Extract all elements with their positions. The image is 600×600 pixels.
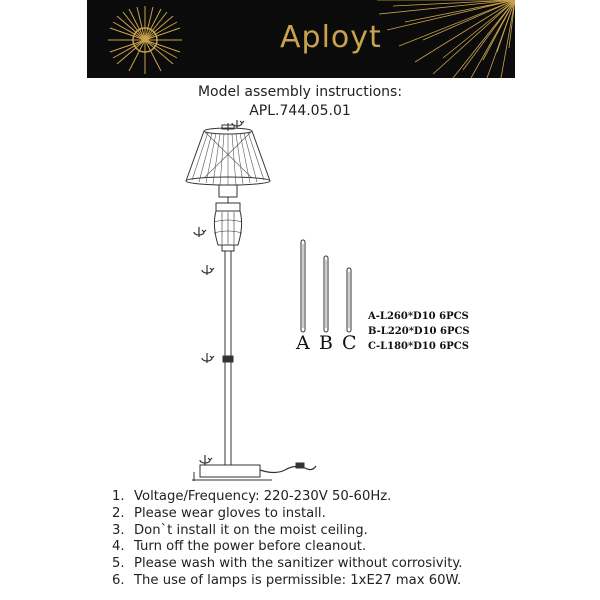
item-text: Turn off the power before cleanout. — [134, 539, 367, 555]
item-text: Don`t install it on the moist ceiling. — [134, 522, 368, 538]
item-number: 5. — [112, 556, 125, 572]
list-item — [112, 556, 592, 573]
instructions-list — [112, 489, 592, 590]
assembly-diagram — [0, 120, 600, 490]
rod-label-b: B — [319, 332, 333, 354]
rotate-icon — [202, 353, 214, 363]
list-item — [112, 539, 592, 556]
item-text: Please wash with the sanitizer without corrosivity. — [134, 556, 463, 572]
item-number: 2. — [112, 505, 125, 521]
rotate-icon — [200, 455, 212, 465]
crystal-holder — [214, 203, 242, 251]
list-item — [112, 573, 592, 590]
sunburst-icon — [108, 6, 182, 74]
brand-header — [87, 0, 515, 78]
item-number: 4. — [112, 539, 125, 555]
list-item — [112, 489, 592, 506]
item-text: Please wear gloves to install. — [134, 505, 326, 521]
list-item — [112, 523, 592, 540]
rod-label-c: C — [342, 332, 357, 354]
lamp-socket — [219, 185, 237, 203]
item-number: 3. — [112, 522, 125, 538]
part-spec-b: B-L220*D10 6PCS — [368, 326, 470, 337]
crystal-rods — [301, 240, 351, 332]
rotate-icon — [202, 265, 214, 275]
corner-rays — [377, 0, 515, 78]
lamp-pole — [223, 251, 233, 465]
model-number: APL.744.05.01 — [249, 103, 351, 119]
part-spec-a: A-L260*D10 6PCS — [368, 311, 469, 322]
rod-label-a: A — [296, 332, 310, 354]
lamp-base — [192, 463, 316, 481]
list-item — [112, 506, 592, 523]
item-text: The use of lamps is permissible: 1xE27 max 60W. — [134, 572, 462, 588]
item-text: Voltage/Frequency: 220-230V 50-60Hz. — [134, 489, 392, 504]
lamp-shade — [186, 123, 270, 185]
item-number: 1. — [112, 489, 125, 504]
page-title: Model assembly instructions: — [197, 84, 403, 100]
rotate-icon — [194, 227, 206, 237]
brand-logo-text: Aployt — [280, 20, 382, 55]
part-spec-c: C-L180*D10 6PCS — [368, 341, 469, 352]
item-number: 6. — [112, 572, 125, 588]
